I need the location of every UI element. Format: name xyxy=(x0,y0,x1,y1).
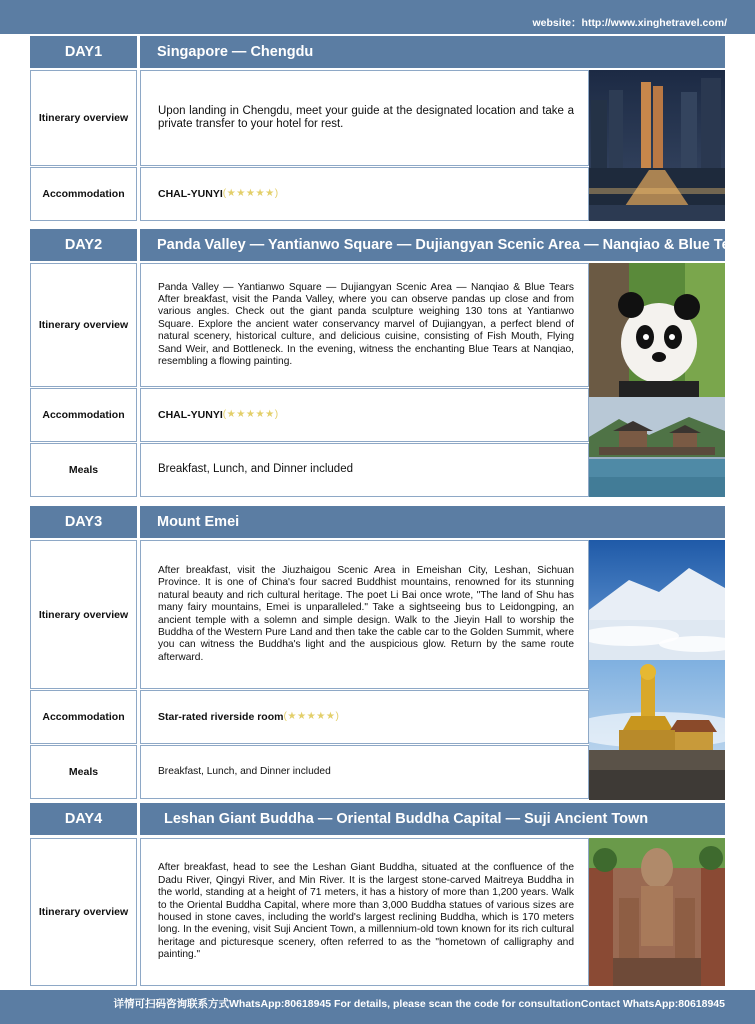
day1-accommodation-cell xyxy=(140,167,589,221)
day4-itinerary-text: After breakfast, head to see the Leshan Giant Buddha, situated at the confluence of the Dadu River, Qingyi River, and Min River. It is the largest stone-carved Maitreya Buddha in the world, standing at a height of 71 meters, it has a history of more than 1,200 years. Walk to the Oriental Buddha Capital, where more than 3,000 Buddha statues of various sizes are housed in stone caves, including the world's largest reclining Buddha, which is 170 meters long. In the evening, visit Suji Ancient Town, a millennium-old town known for its rich cultural heritage and picturesque scenery, often referred to as the "hometown of calligraphy and painting." xyxy=(140,838,589,986)
day2-itinerary-text: Panda Valley — Yantianwo Square — Dujiangyan Scenic Area — Nanqiao & Blue Tears After breakfast, visit the Panda Valley, where you can observe pandas up close and from various angles. Check out the giant panda sculpture weighing 130 tons at Yantianwo Square. Explore the ancient water conservancy marvel of Dujiangyan, a perfect blend of natural scenery, historical culture, and delicious cuisine, consisting of Fish Mouth, Flying Sand Weir, and Bottleneck. In the evening, witness the enchanting Blue Tears at Nanqiao, resembling a flowing painting. xyxy=(140,263,589,387)
day3-meals-text: Breakfast, Lunch, and Dinner included xyxy=(140,745,589,799)
day1-title: Singapore — Chengdu xyxy=(140,36,725,68)
day2-meals-label: Meals xyxy=(30,443,137,497)
golden-summit-photo xyxy=(589,660,725,800)
website-link[interactable]: website：http://www.xinghetravel.com/ xyxy=(532,17,727,29)
nanqiao-bridge-photo xyxy=(589,397,725,497)
leshan-buddha-photo xyxy=(589,838,725,986)
chengdu-city-night-photo xyxy=(589,70,725,221)
day2-accommodation-cell xyxy=(140,388,589,442)
day3-accommodation-label: Accommodation xyxy=(30,690,137,744)
emei-mountain-photo xyxy=(589,540,725,660)
day1-accommodation-label: Accommodation xyxy=(30,167,137,221)
footer-bar xyxy=(0,990,755,1024)
day1-itinerary-label: Itinerary overview xyxy=(30,70,137,166)
day3-hotel-name: Star-rated riverside room xyxy=(158,710,284,723)
panda-photo xyxy=(589,263,725,397)
day1-star-rating: (★★★★★) xyxy=(222,187,279,199)
day2-meals-text: Breakfast, Lunch, and Dinner included xyxy=(140,443,589,497)
top-bar xyxy=(0,0,755,34)
day1-label: DAY1 xyxy=(30,36,137,68)
day4-title: Leshan Giant Buddha — Oriental Buddha Capital — Suji Ancient Town xyxy=(140,803,725,835)
day3-title: Mount Emei xyxy=(140,506,725,538)
day2-label: DAY2 xyxy=(30,229,137,261)
day4-label: DAY4 xyxy=(30,803,137,835)
day1-hotel-name: CHAL-YUNYI xyxy=(158,187,223,200)
day2-hotel-name: CHAL-YUNYI xyxy=(158,408,223,421)
day4-itinerary-label: Itinerary overview xyxy=(30,838,137,986)
day3-meals-label: Meals xyxy=(30,745,137,799)
day2-title: Panda Valley — Yantianwo Square — Dujiangyan Scenic Area — Nanqiao & Blue Tears xyxy=(140,229,725,261)
day3-itinerary-text: After breakfast, visit the Jiuzhaigou Scenic Area in Emeishan City, Leshan, Sichuan Province. It is one of China's four sacred Buddhist mountains, renowned for its stunning natural beauty and rich cultural heritage. The poet Li Bai once wrote, "The land of Shu has many fairy mountains, Emei is unparalleled." Take a sightseeing bus to Leidongping, an ancient temple with a solemn and simple design. Walk to the Jieyin Hall to worship the Buddha of the Western Pure Land and then take the cable car to the Golden Summit, where you can witness the Buddha's light and the auspicious glow. Return by the same route afterward. xyxy=(140,540,589,689)
day2-accommodation-label: Accommodation xyxy=(30,388,137,442)
day1-itinerary-text: Upon landing in Chengdu, meet your guide at the designated location and take a private transfer to your hotel for rest. xyxy=(140,70,589,166)
day3-star-rating: (★★★★★) xyxy=(283,710,340,722)
day3-accommodation-cell xyxy=(140,690,589,744)
footer-contact: 详情可扫码咨询联系方式WhatsApp:80618945 For details, please scan the code for consultationContact WhatsApp:80618945 xyxy=(113,998,725,1010)
day3-itinerary-label: Itinerary overview xyxy=(30,540,137,689)
day2-itinerary-label: Itinerary overview xyxy=(30,263,137,387)
day2-star-rating: (★★★★★) xyxy=(222,408,279,420)
day3-label: DAY3 xyxy=(30,506,137,538)
